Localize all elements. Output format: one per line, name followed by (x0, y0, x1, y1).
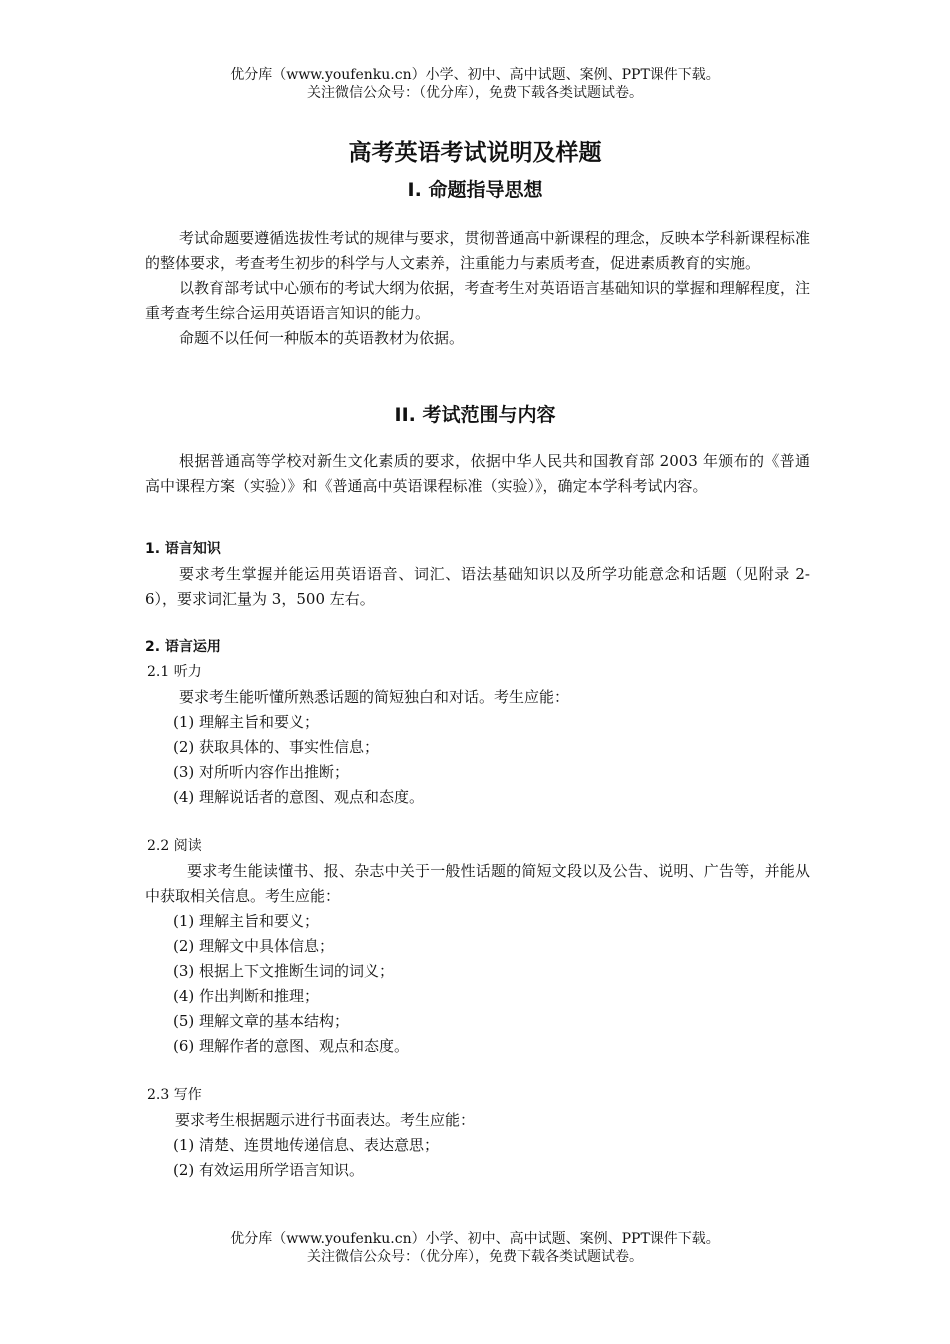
reading-item: (3) 根据上下文推断生词的词义； (173, 962, 395, 980)
reading-item: (6) 理解作者的意图、观点和态度。 (173, 1037, 410, 1055)
language-knowledge-heading: 1. 语言知识 (145, 541, 221, 557)
reading-item: (1) 理解主旨和要义； (173, 912, 320, 930)
reading-heading: 2.2 阅读 (147, 838, 202, 854)
page-footer (0, 1230, 950, 1266)
listening-heading: 2.1 听力 (147, 664, 202, 680)
language-use (145, 635, 810, 810)
section1-para-3: 命题不以任何一种版本的英语教材为依据。 (179, 329, 465, 347)
listening-item: (3) 对所听内容作出推断； (173, 763, 350, 781)
section1-para-2: 以教育部考试中心颁布的考试大纲为依据，考查考生对英语语言基础知识的掌握和理解程度，注重考查考生综合运用英语语言知识的能力。 (145, 279, 810, 322)
writing-heading: 2.3 写作 (147, 1087, 202, 1103)
section1-title: I. 命题指导思想 (407, 179, 543, 201)
page-header (0, 66, 950, 102)
writing-item: (1) 清楚、连贯地传递信息、表达意思； (173, 1136, 440, 1154)
reading-item: (4) 作出判断和推理； (173, 987, 320, 1005)
header-line-1: 优分库（www.youfenku.cn）小学、初中、高中试题、案例、PPT课件下载。 (230, 67, 720, 83)
footer-line-2: 关注微信公众号：（优分库），免费下载各类试题试卷。 (307, 1249, 643, 1265)
reading-item: (5) 理解文章的基本结构； (173, 1012, 350, 1030)
section1-para-1: 考试命题要遵循选拔性考试的规律与要求，贯彻普通高中新课程的理念，反映本学科新课程标准的整体要求，考查考生初步的科学与人文素养，注重能力与素质考查，促进素质教育的实施。 (145, 229, 810, 272)
reading-intro: 要求考生能读懂书、报、杂志中关于一般性话题的简短文段以及公告、说明、广告等，并能从中获取相关信息。考生应能： (145, 862, 810, 905)
section1-body (145, 226, 810, 351)
language-knowledge (145, 537, 810, 612)
header-line-2: 关注微信公众号：（优分库），免费下载各类试题试卷。 (307, 85, 643, 101)
language-use-heading: 2. 语言运用 (145, 639, 221, 655)
listening-item: (2) 获取具体的、事实性信息； (173, 738, 380, 756)
listening-item: (4) 理解说话者的意图、观点和态度。 (173, 788, 425, 806)
document-title: 高考英语考试说明及样题 (348, 140, 602, 166)
section2-intro-para: 根据普通高等学校对新生文化素质的要求，依据中华人民共和国教育部 2003 年颁布的《普通高中课程方案（实验）》和《普通高中英语课程标准（实验）》，确定本学科考试内容。 (145, 452, 810, 495)
reading-section (145, 834, 810, 1059)
listening-item: (1) 理解主旨和要义； (173, 713, 320, 731)
reading-item: (2) 理解文中具体信息； (173, 937, 335, 955)
footer-line-1: 优分库（www.youfenku.cn）小学、初中、高中试题、案例、PPT课件下载。 (230, 1231, 720, 1247)
section2-intro (145, 449, 810, 499)
language-knowledge-text: 要求考生掌握并能运用英语语音、词汇、语法基础知识以及所学功能意念和话题（见附录 2-6），要求词汇量为 3，500 左右。 (145, 565, 810, 608)
writing-section (145, 1083, 810, 1183)
writing-item: (2) 有效运用所学语言知识。 (173, 1161, 365, 1179)
section2-title: II. 考试范围与内容 (394, 404, 556, 426)
listening-intro: 要求考生能听懂所熟悉话题的简短独白和对话。考生应能： (179, 688, 570, 706)
writing-intro: 要求考生根据题示进行书面表达。考生应能： (175, 1111, 476, 1129)
